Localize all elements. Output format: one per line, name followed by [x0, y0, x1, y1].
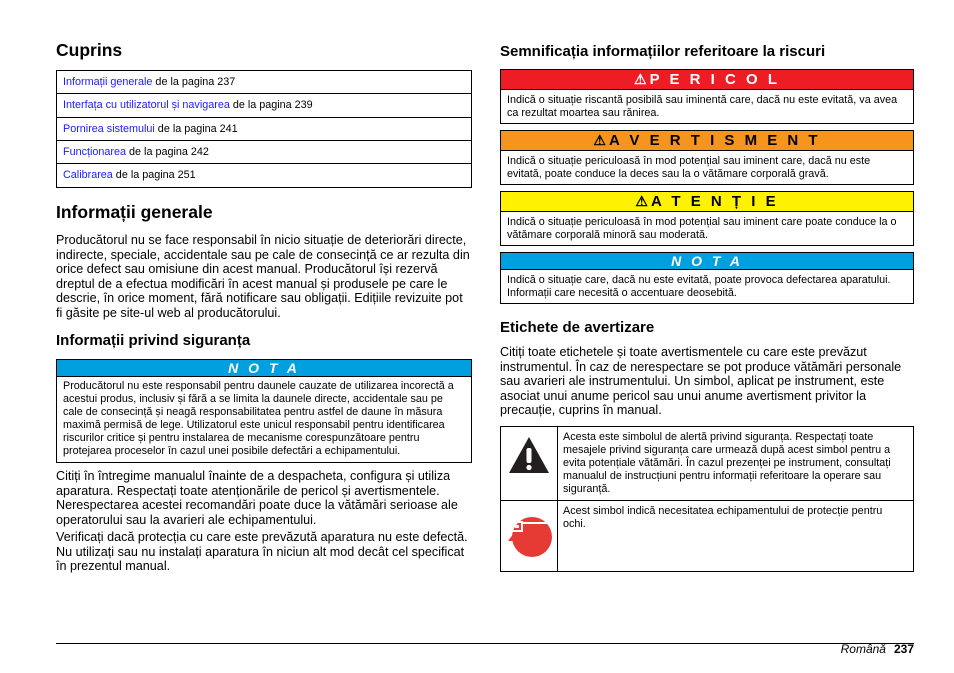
- eye-protection-icon: [501, 501, 558, 571]
- page-footer: [841, 642, 914, 656]
- page-number: 237: [893, 642, 914, 656]
- symbol-description: Acest simbol indică necesitatea echipamentului de protecție pentru ochi.: [563, 505, 883, 530]
- toc-page: de la pagina 251: [112, 169, 196, 182]
- table-row: [501, 501, 913, 571]
- toc-row: [57, 141, 471, 164]
- nota-header: N O T A: [500, 252, 914, 270]
- atentie-text: Indică o situație periculoasă în mod potențial sau iminent care poate conduce la o vătămare corporală minoră sau moderată.: [500, 212, 914, 246]
- pericol-header: [500, 69, 914, 90]
- toc-link[interactable]: Pornirea sistemului: [63, 122, 155, 135]
- toc-row: [57, 118, 471, 141]
- avertisment-label: A V E R T I S M E N T: [608, 132, 821, 149]
- pericol-text: Indică o situație riscantă posibilă sau iminentă care, dacă nu este evitată, va avea ca rezultat moartea sau rănirea.: [500, 90, 914, 124]
- avertisment-text: Indică o situație periculoasă în mod potențial sau iminent care, dacă nu este evitată, poate conduce la deces sau la o vătămare corporală gravă.: [500, 151, 914, 185]
- footer-divider: [56, 643, 914, 644]
- warning-icon: ⚠: [635, 193, 648, 209]
- toc-page: de la pagina 241: [154, 122, 238, 135]
- toc-link[interactable]: Calibrarea: [63, 169, 113, 182]
- toc-page: de la pagina 239: [229, 99, 313, 112]
- general-text: Producătorul nu se face responsabil în nicio situație de deteriorări directe, indirecte, speciale, accidentale sau pe cale de consecință ce ar rezulta din orice defect sau omisiune din acest manual. Producătorul își rezervă dreptul de a efectua modificări în acest manual și produsele pe care le descrie, în orice moment, fără notificare sau obligații. Edițiile revizuite pot fi găsite pe site-ul web al producătorului.: [56, 233, 470, 320]
- safety-paragraph-1: Citiți în întregime manualul înainte de a despacheta, configura și utiliza aparatura. Respectați toate atenționările de pericol și avertismentele. Nerespectarea acestei recomandări poate duce la vătămări serioase ale operatorului sau la avarieri ale echipamentului.: [56, 469, 458, 527]
- symbols-table: [500, 426, 914, 572]
- atentie-header: [500, 191, 914, 212]
- labels-title: Etichete de avertizare: [500, 319, 655, 336]
- hazard-title: Semnificația informațiilor referitoare la riscuri: [500, 43, 826, 60]
- table-row: [501, 427, 913, 501]
- labels-text: Citiți toate etichetele și toate avertismentele cu care este prevăzut instrumentul. În caz de nerespectare se pot produce vătămări personale sau avarieri ale instrumentului. Un simbol, aplicat pe instrument, este asociat unui anume pericol sau unui anume avertisment privitor la precauție, cuprins în manual.: [500, 345, 902, 417]
- nota-header: N O T A: [56, 359, 472, 377]
- nota-text: Indică o situație care, dacă nu este evitată, poate provoca defectarea aparatului. Informații care necesită o accentuare deosebită.: [500, 270, 914, 304]
- toc-title: Cuprins: [56, 40, 123, 60]
- warning-icon: ⚠: [593, 132, 606, 148]
- nota-text: Producătorul nu este responsabil pentru daunele cauzate de utilizarea incorectă a acestui produs, inclusiv și fără a se limita la daunele directe, accidentale sau pe cale de consecință și neagă responsabilitatea pentru astfel de daune în măsura maximă permisă de lege. Utilizatorul este unicul responsabil pentru identificarea riscurilor critice și pentru instalarea de mecanisme corespunzătoare pentru protejarea proceselor în cazul unei posibile defectări a echipamentului.: [56, 377, 472, 463]
- pericol-label: P E R I C O L: [649, 71, 780, 88]
- warning-icon: ⚠: [634, 71, 647, 87]
- toc-row: [57, 94, 471, 117]
- general-title: Informații generale: [56, 202, 213, 222]
- atentie-label: A T E N Ț I E: [650, 193, 779, 210]
- warning-triangle-icon: [501, 427, 558, 500]
- avertisment-header: [500, 130, 914, 151]
- footer-language: Română: [840, 642, 886, 656]
- table-of-contents: [56, 70, 472, 188]
- safety-title: Informații privind siguranța: [56, 332, 251, 349]
- toc-link[interactable]: Interfața cu utilizatorul și navigarea: [63, 99, 230, 112]
- toc-link[interactable]: Informații generale: [63, 76, 153, 88]
- safety-paragraph-2: Verificați dacă protecția cu care este prevăzută aparatura nu este defectă. Nu utilizați sau nu instalați aparatura în niciun alt mod decât cel specificat în prezentul manual.: [56, 530, 468, 573]
- toc-row: [57, 71, 471, 94]
- toc-page: de la pagina 242: [126, 145, 209, 158]
- toc-row: [57, 164, 471, 187]
- toc-link[interactable]: Funcționarea: [63, 145, 127, 158]
- toc-page: de la pagina 237: [152, 76, 236, 88]
- symbol-description: Acesta este simbolul de alertă privind siguranța. Respectați toate mesajele privind siguranța care urmează după acest simbol pentru a evita potențiale vătămări. În cazul prezenței pe instrument, consultați manualul de instrucțiuni pentru informații referitoare la operare sau siguranță.: [563, 431, 891, 495]
